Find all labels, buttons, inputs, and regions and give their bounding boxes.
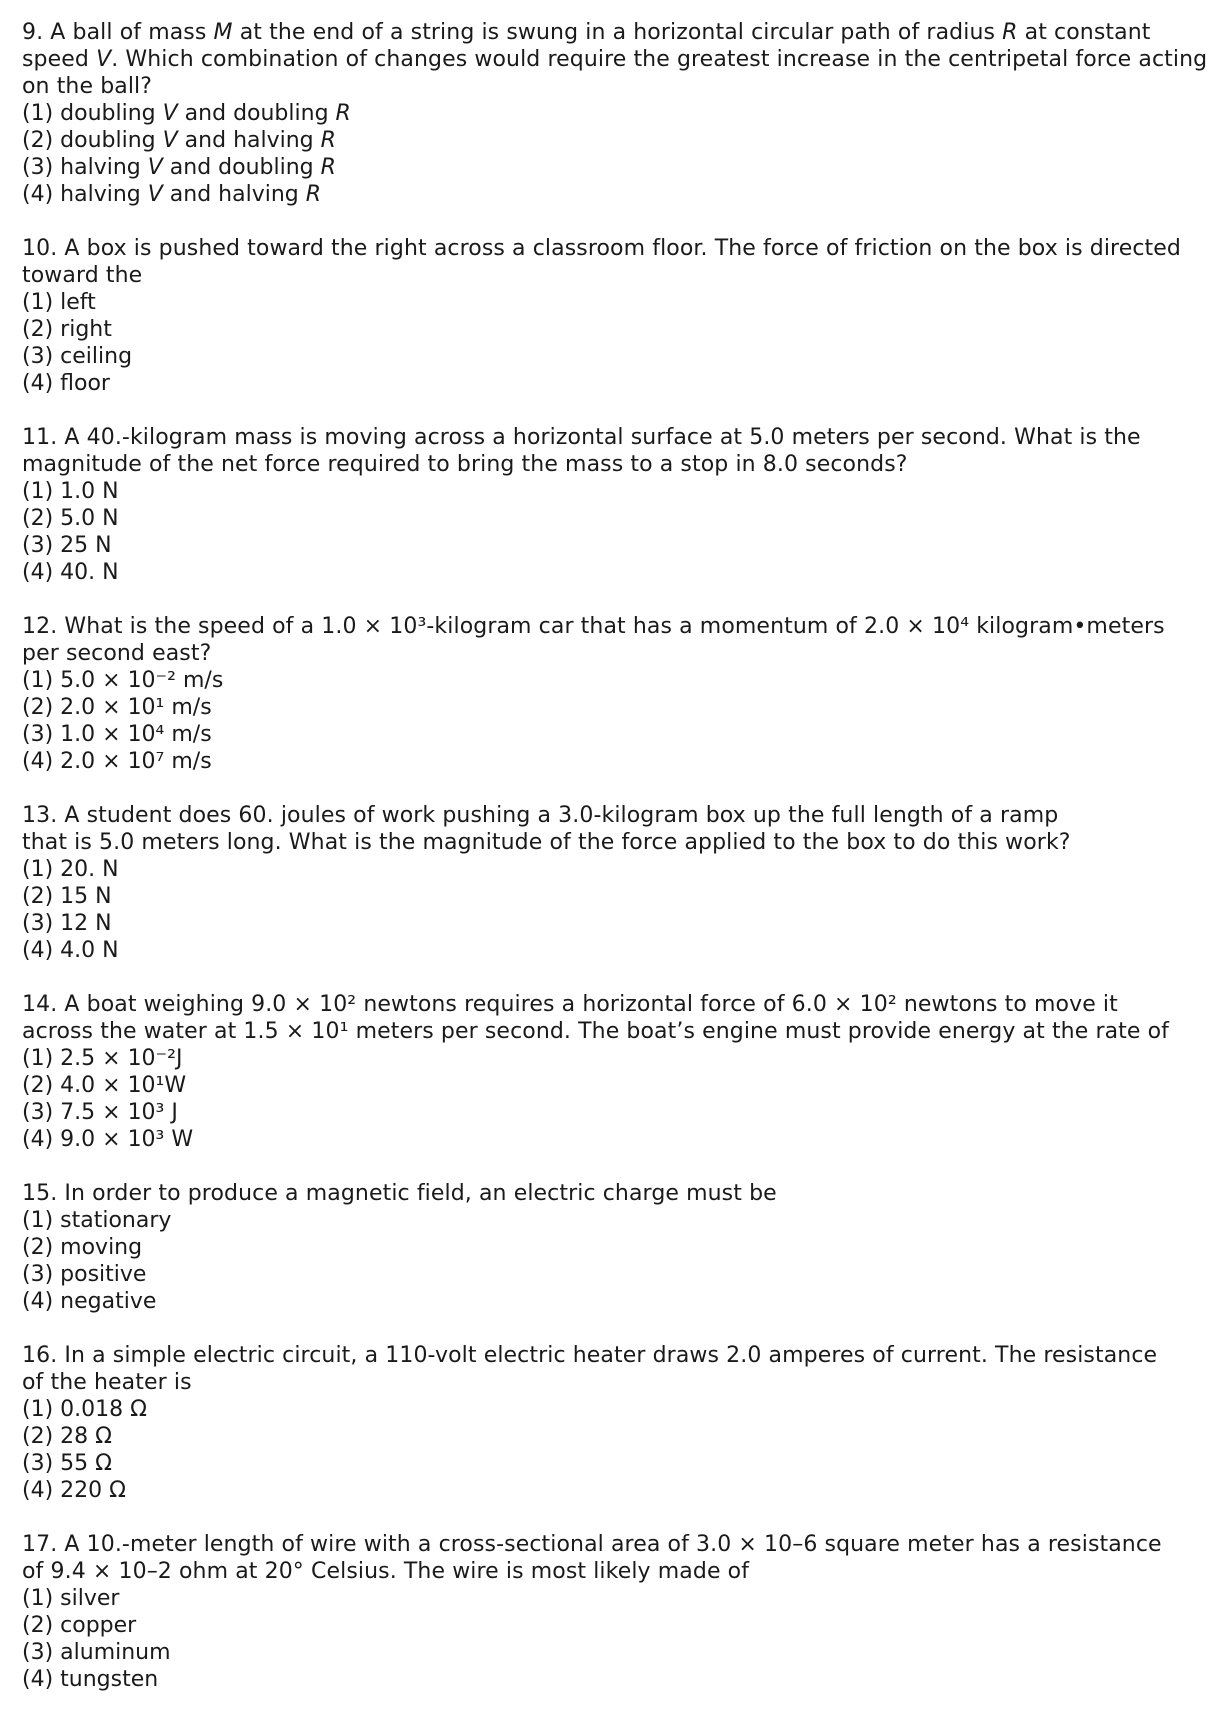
answer-option: (1) 2.5 × 10⁻²J bbox=[22, 1046, 183, 1071]
question-text-line: that is 5.0 meters long. What is the magnitude of the force applied to the box to do this work? bbox=[22, 830, 1071, 855]
answer-option: (1) 20. N bbox=[22, 857, 119, 882]
answer-option: (1) 0.018 Ω bbox=[22, 1397, 147, 1422]
answer-option: (2) 4.0 × 10¹W bbox=[22, 1073, 187, 1098]
question-block bbox=[22, 613, 1222, 775]
question-block bbox=[22, 424, 1222, 586]
answer-option: (3) 7.5 × 10³ J bbox=[22, 1100, 178, 1125]
answer-option: (2) copper bbox=[22, 1613, 137, 1638]
question-block bbox=[22, 19, 1222, 208]
question-text-line: 12. What is the speed of a 1.0 × 10³-kilogram car that has a momentum of 2.0 × 10⁴ kilogram•meters bbox=[22, 614, 1165, 639]
question-text-line: of 9.4 × 10–2 ohm at 20° Celsius. The wire is most likely made of bbox=[22, 1559, 750, 1584]
answer-option: (3) positive bbox=[22, 1262, 147, 1287]
question-page bbox=[22, 19, 1222, 1720]
answer-option: (1) 1.0 N bbox=[22, 479, 119, 504]
question-text-line: 13. A student does 60. joules of work pushing a 3.0-kilogram box up the full length of a ramp bbox=[22, 803, 1059, 828]
question-text-line: 9. A ball of mass M at the end of a string is swung in a horizontal circular path of radius R at constant bbox=[22, 20, 1151, 45]
question-text-line: 14. A boat weighing 9.0 × 10² newtons requires a horizontal force of 6.0 × 10² newtons to move it bbox=[22, 992, 1118, 1017]
question-text-line: 15. In order to produce a magnetic field, an electric charge must be bbox=[22, 1181, 777, 1206]
question-text-line: per second east? bbox=[22, 641, 212, 666]
answer-option: (2) 15 N bbox=[22, 884, 112, 909]
question-block bbox=[22, 235, 1222, 397]
question-text-line: speed V. Which combination of changes would require the greatest increase in the centripetal force acting bbox=[22, 47, 1208, 72]
answer-option: (3) aluminum bbox=[22, 1640, 171, 1665]
answer-option: (4) tungsten bbox=[22, 1667, 159, 1692]
answer-option: (2) 2.0 × 10¹ m/s bbox=[22, 695, 212, 720]
answer-option: (4) 9.0 × 10³ W bbox=[22, 1127, 194, 1152]
answer-option: (2) moving bbox=[22, 1235, 143, 1260]
answer-option: (4) 40. N bbox=[22, 560, 119, 585]
answer-option: (1) 5.0 × 10⁻² m/s bbox=[22, 668, 224, 693]
answer-option: (4) 220 Ω bbox=[22, 1478, 126, 1503]
answer-option: (4) 2.0 × 10⁷ m/s bbox=[22, 749, 212, 774]
answer-option: (2) 5.0 N bbox=[22, 506, 119, 531]
question-block bbox=[22, 802, 1222, 964]
answer-option: (4) floor bbox=[22, 371, 110, 396]
answer-option: (1) left bbox=[22, 290, 96, 315]
answer-option: (4) negative bbox=[22, 1289, 157, 1314]
answer-option: (2) 28 Ω bbox=[22, 1424, 112, 1449]
question-text-line: toward the bbox=[22, 263, 143, 288]
answer-option: (2) right bbox=[22, 317, 112, 342]
answer-option: (3) halving V and doubling R bbox=[22, 155, 336, 180]
answer-option: (4) halving V and halving R bbox=[22, 182, 322, 207]
question-text-line: 16. In a simple electric circuit, a 110-volt electric heater draws 2.0 amperes of current. The resistance bbox=[22, 1343, 1158, 1368]
question-text-line: magnitude of the net force required to bring the mass to a stop in 8.0 seconds? bbox=[22, 452, 908, 477]
question-block bbox=[22, 1180, 1222, 1315]
answer-option: (3) 12 N bbox=[22, 911, 112, 936]
question-block bbox=[22, 1342, 1222, 1504]
question-text-line: 11. A 40.-kilogram mass is moving across a horizontal surface at 5.0 meters per second. What is the bbox=[22, 425, 1141, 450]
answer-option: (3) ceiling bbox=[22, 344, 133, 369]
answer-option: (3) 1.0 × 10⁴ m/s bbox=[22, 722, 212, 747]
answer-option: (4) 4.0 N bbox=[22, 938, 119, 963]
question-block bbox=[22, 1531, 1222, 1693]
question-text-line: on the ball? bbox=[22, 74, 153, 99]
question-block bbox=[22, 991, 1222, 1153]
answer-option: (1) doubling V and doubling R bbox=[22, 101, 351, 126]
question-text-line: 17. A 10.-meter length of wire with a cross-sectional area of 3.0 × 10–6 square meter has a resistance bbox=[22, 1532, 1162, 1557]
answer-option: (3) 55 Ω bbox=[22, 1451, 112, 1476]
answer-option: (2) doubling V and halving R bbox=[22, 128, 336, 153]
question-text-line: of the heater is bbox=[22, 1370, 192, 1395]
answer-option: (1) stationary bbox=[22, 1208, 172, 1233]
answer-option: (1) silver bbox=[22, 1586, 120, 1611]
question-text-line: 10. A box is pushed toward the right across a classroom floor. The force of friction on the box is directed bbox=[22, 236, 1181, 261]
question-text-line: across the water at 1.5 × 10¹ meters per second. The boat’s engine must provide energy at the rate of bbox=[22, 1019, 1170, 1044]
answer-option: (3) 25 N bbox=[22, 533, 112, 558]
